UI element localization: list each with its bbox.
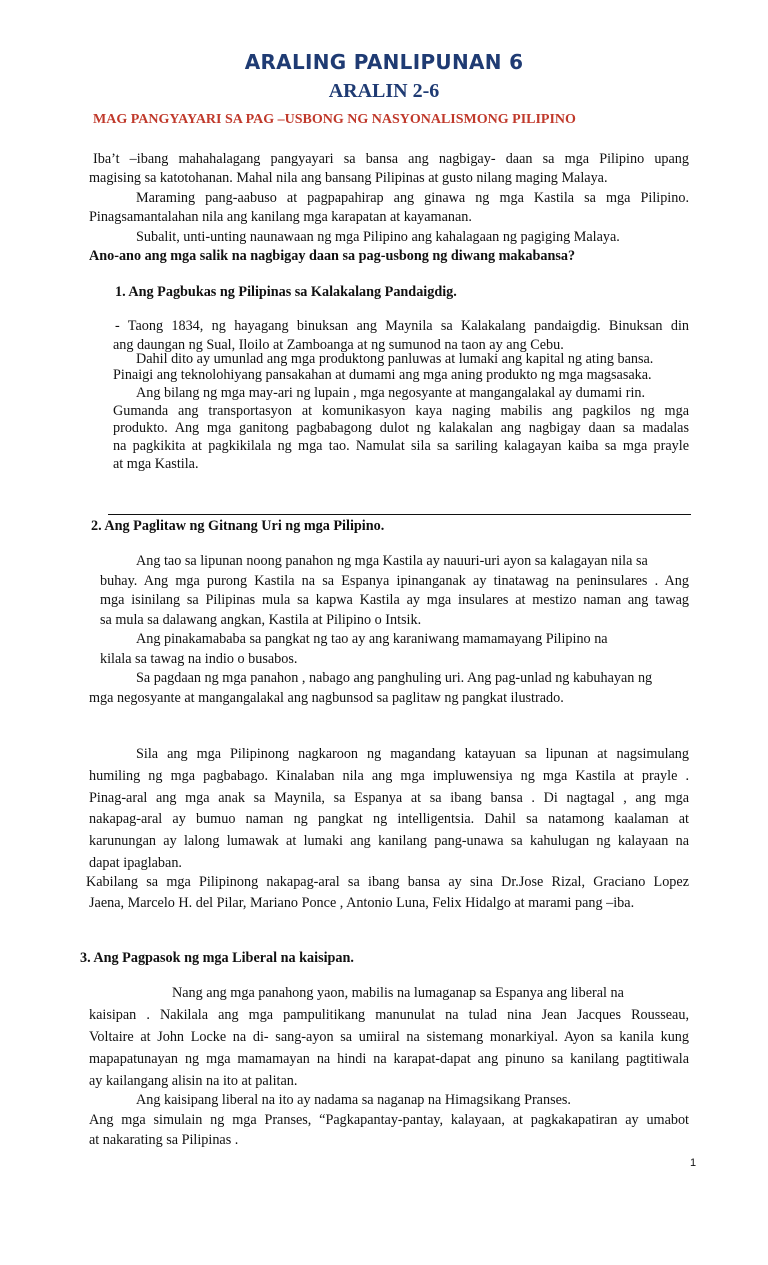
section2-line-6: kilala sa tawag na indio o busabos.	[100, 651, 298, 667]
section2-line-5: Ang pinakamababa sa pangkat ng tao ay ang karaniwang mamamayang Pilipino na	[136, 631, 608, 647]
section3-line-5: ay kailangang alisin na ito at palitan.	[89, 1073, 298, 1089]
section3-line-4: mapapatunayan ng mga mamamayan na hindi na karapat-dapat ang pinuno sa kanilang pagtitiwala	[89, 1051, 689, 1067]
section3-line-6: Ang kaisipang liberal na ito ay nadama sa naganap na Himagsikang Pranses.	[136, 1092, 571, 1108]
document-title: ARALING PANLIPUNAN 6	[244, 50, 524, 74]
section2-line-3: mga isinilang sa Pilipinas mula sa kapwa Kastila ay mga insulares at mestizo naman ang tawag	[100, 592, 689, 608]
intro-question: Ano-ano ang mga salik na nagbigay daan sa pag-usbong ng diwang makabansa?	[89, 248, 576, 264]
section3-line-8: at nakarating sa Pilipinas .	[89, 1132, 239, 1148]
section1-line-2: ang daungan ng Sual, Iloilo at Zamboanga at ng sumunod na taon ay ang Cebu.	[113, 337, 564, 353]
lesson-subtitle: MAG PANGYAYARI SA PAG –USBONG NG NASYONALISMONG PILIPINO	[93, 112, 576, 127]
section-divider	[108, 514, 691, 515]
section3-line-1: Nang ang mga panahong yaon, mabilis na lumaganap sa Espanya ang liberal na	[172, 985, 624, 1001]
section2-para2-line-2: humiling ng mga pagbabago. Kinalaban nila ang mga impluwensiya ng mga Kastila at prayle .	[89, 768, 689, 784]
section2-para2-line-6: dapat ipaglaban.	[89, 855, 182, 871]
section2-para2-line-1: Sila ang mga Pilipinong nagkaroon ng magandang katayuan sa lipunan at nagsimulang	[136, 746, 689, 762]
section1-line-5: Ang bilang ng mga may-ari ng lupain , mga negosyante at mangangalakal ay dumami rin.	[136, 385, 646, 401]
section2-para2-line-5: karunungan ay lalong lumawak at lumaki ang kanilang pang-unawa sa kahulugan ng kalayaan na	[89, 833, 689, 849]
lesson-title: ARALIN 2-6	[328, 80, 440, 102]
intro-line-3: Maraming pang-aabuso at pagpapahirap ang ginawa ng mga Kastila sa mga Pilipino.	[136, 190, 689, 206]
section3-line-7: Ang mga simulain ng mga Pranses, “Pagkapantay-pantay, kalayaan, at pagkakapatiran ay umabot	[89, 1112, 689, 1128]
section2-para2-line-8: Jaena, Marcelo H. del Pilar, Mariano Ponce , Antonio Luna, Felix Hidalgo at marami pang –iba.	[89, 895, 635, 911]
section2-para2-line-3: Pinag-aral ang mga anak sa Maynila, sa Espanya at sa ibang bansa . Di nagtagal , ang mga	[89, 790, 689, 806]
section2-para2-line-7: Kabilang sa mga Pilipinong nakapag-aral sa ibang bansa ay sina Dr.Jose Rizal, Graciano Lopez	[86, 874, 689, 890]
section1-heading: 1. Ang Pagbukas ng Pilipinas sa Kalakalang Pandaigdig.	[115, 284, 457, 300]
section2-line-1: Ang tao sa lipunan noong panahon ng mga Kastila ay nauuri-uri ayon sa kalagayan nila sa	[136, 553, 648, 569]
section1-line-4: Pinaigi ang teknolohiyang pansakahan at dumami ang mga aning produkto ng mga magsasaka.	[113, 367, 652, 383]
section3-line-3: Voltaire at John Locke na di- sang-ayon sa umiiral na sistemang monarkiyal. Ayon sa kanila kung	[89, 1029, 689, 1045]
section2-heading: 2. Ang Paglitaw ng Gitnang Uri ng mga Pilipino.	[91, 518, 385, 534]
section1-line-6: Gumanda ang transportasyon at komunikasyon kaya naging mabilis ang pagkilos ng mga	[113, 403, 689, 419]
section2-line-2: buhay. Ang mga purong Kastila na sa Espanya ipinanganak ay tinatawag na peninsulares . Ang	[100, 573, 689, 589]
section3-heading: 3. Ang Pagpasok ng mga Liberal na kaisipan.	[80, 950, 354, 966]
page-number: 1	[690, 1157, 697, 1169]
intro-line-2: magising sa katotohanan. Mahal nila ang bansang Pilipinas at gusto nilang maging Malaya.	[89, 170, 608, 186]
section1-line-9: at mga Kastila.	[113, 456, 199, 472]
section2-line-4: sa mula sa dalawang angkan, Kastila at Pilipino o Intsik.	[100, 612, 422, 628]
section1-line-1: - Taong 1834, ng hayagang binuksan ang Maynila sa Kalakalang pandaigdig. Binuksan din	[115, 318, 689, 334]
section1-line-7: produkto. Ang mga ganitong pagbabagong dulot ng kalakalan ang nagbigay daan sa madalas	[113, 420, 689, 436]
intro-line-1: Iba’t –ibang mahahalagang pangyayari sa bansa ang nagbigay- daan sa mga Pilipino upang	[93, 151, 689, 167]
section2-para2-line-4: nakapag-aral ay bumuo naman ng pangkat ng intelligentsia. Dahil sa natamong kaalaman at	[89, 811, 689, 827]
intro-line-5: Subalit, unti-unting naunawaan ng mga Pilipino ang kahalagaan ng pagiging Malaya.	[136, 229, 620, 245]
section1-line-3: Dahil dito ay umunlad ang mga produktong panluwas at lumaki ang kapital ng ating bansa.	[136, 351, 654, 367]
section2-line-8: mga negosyante at mangangalakal ang nagbunsod sa paglitaw ng pangkat ilustrado.	[89, 690, 564, 706]
intro-line-4: Pinagsamantalahan nila ang kanilang mga karapatan at kayamanan.	[89, 209, 472, 225]
section1-line-8: na pagkikita at pagkikilala ng mga tao. Namulat sila sa sariling kalagayan kaiba sa mga prayle	[113, 438, 689, 454]
section2-line-7: Sa pagdaan ng mga panahon , nabago ang panghuling uri. Ang pag-unlad ng kabuhayan ng	[136, 670, 653, 686]
section3-line-2: kaisipan . Nakilala ang mga pampulitikang manunulat na tulad nina Jean Jacques Rousseau,	[89, 1007, 689, 1023]
